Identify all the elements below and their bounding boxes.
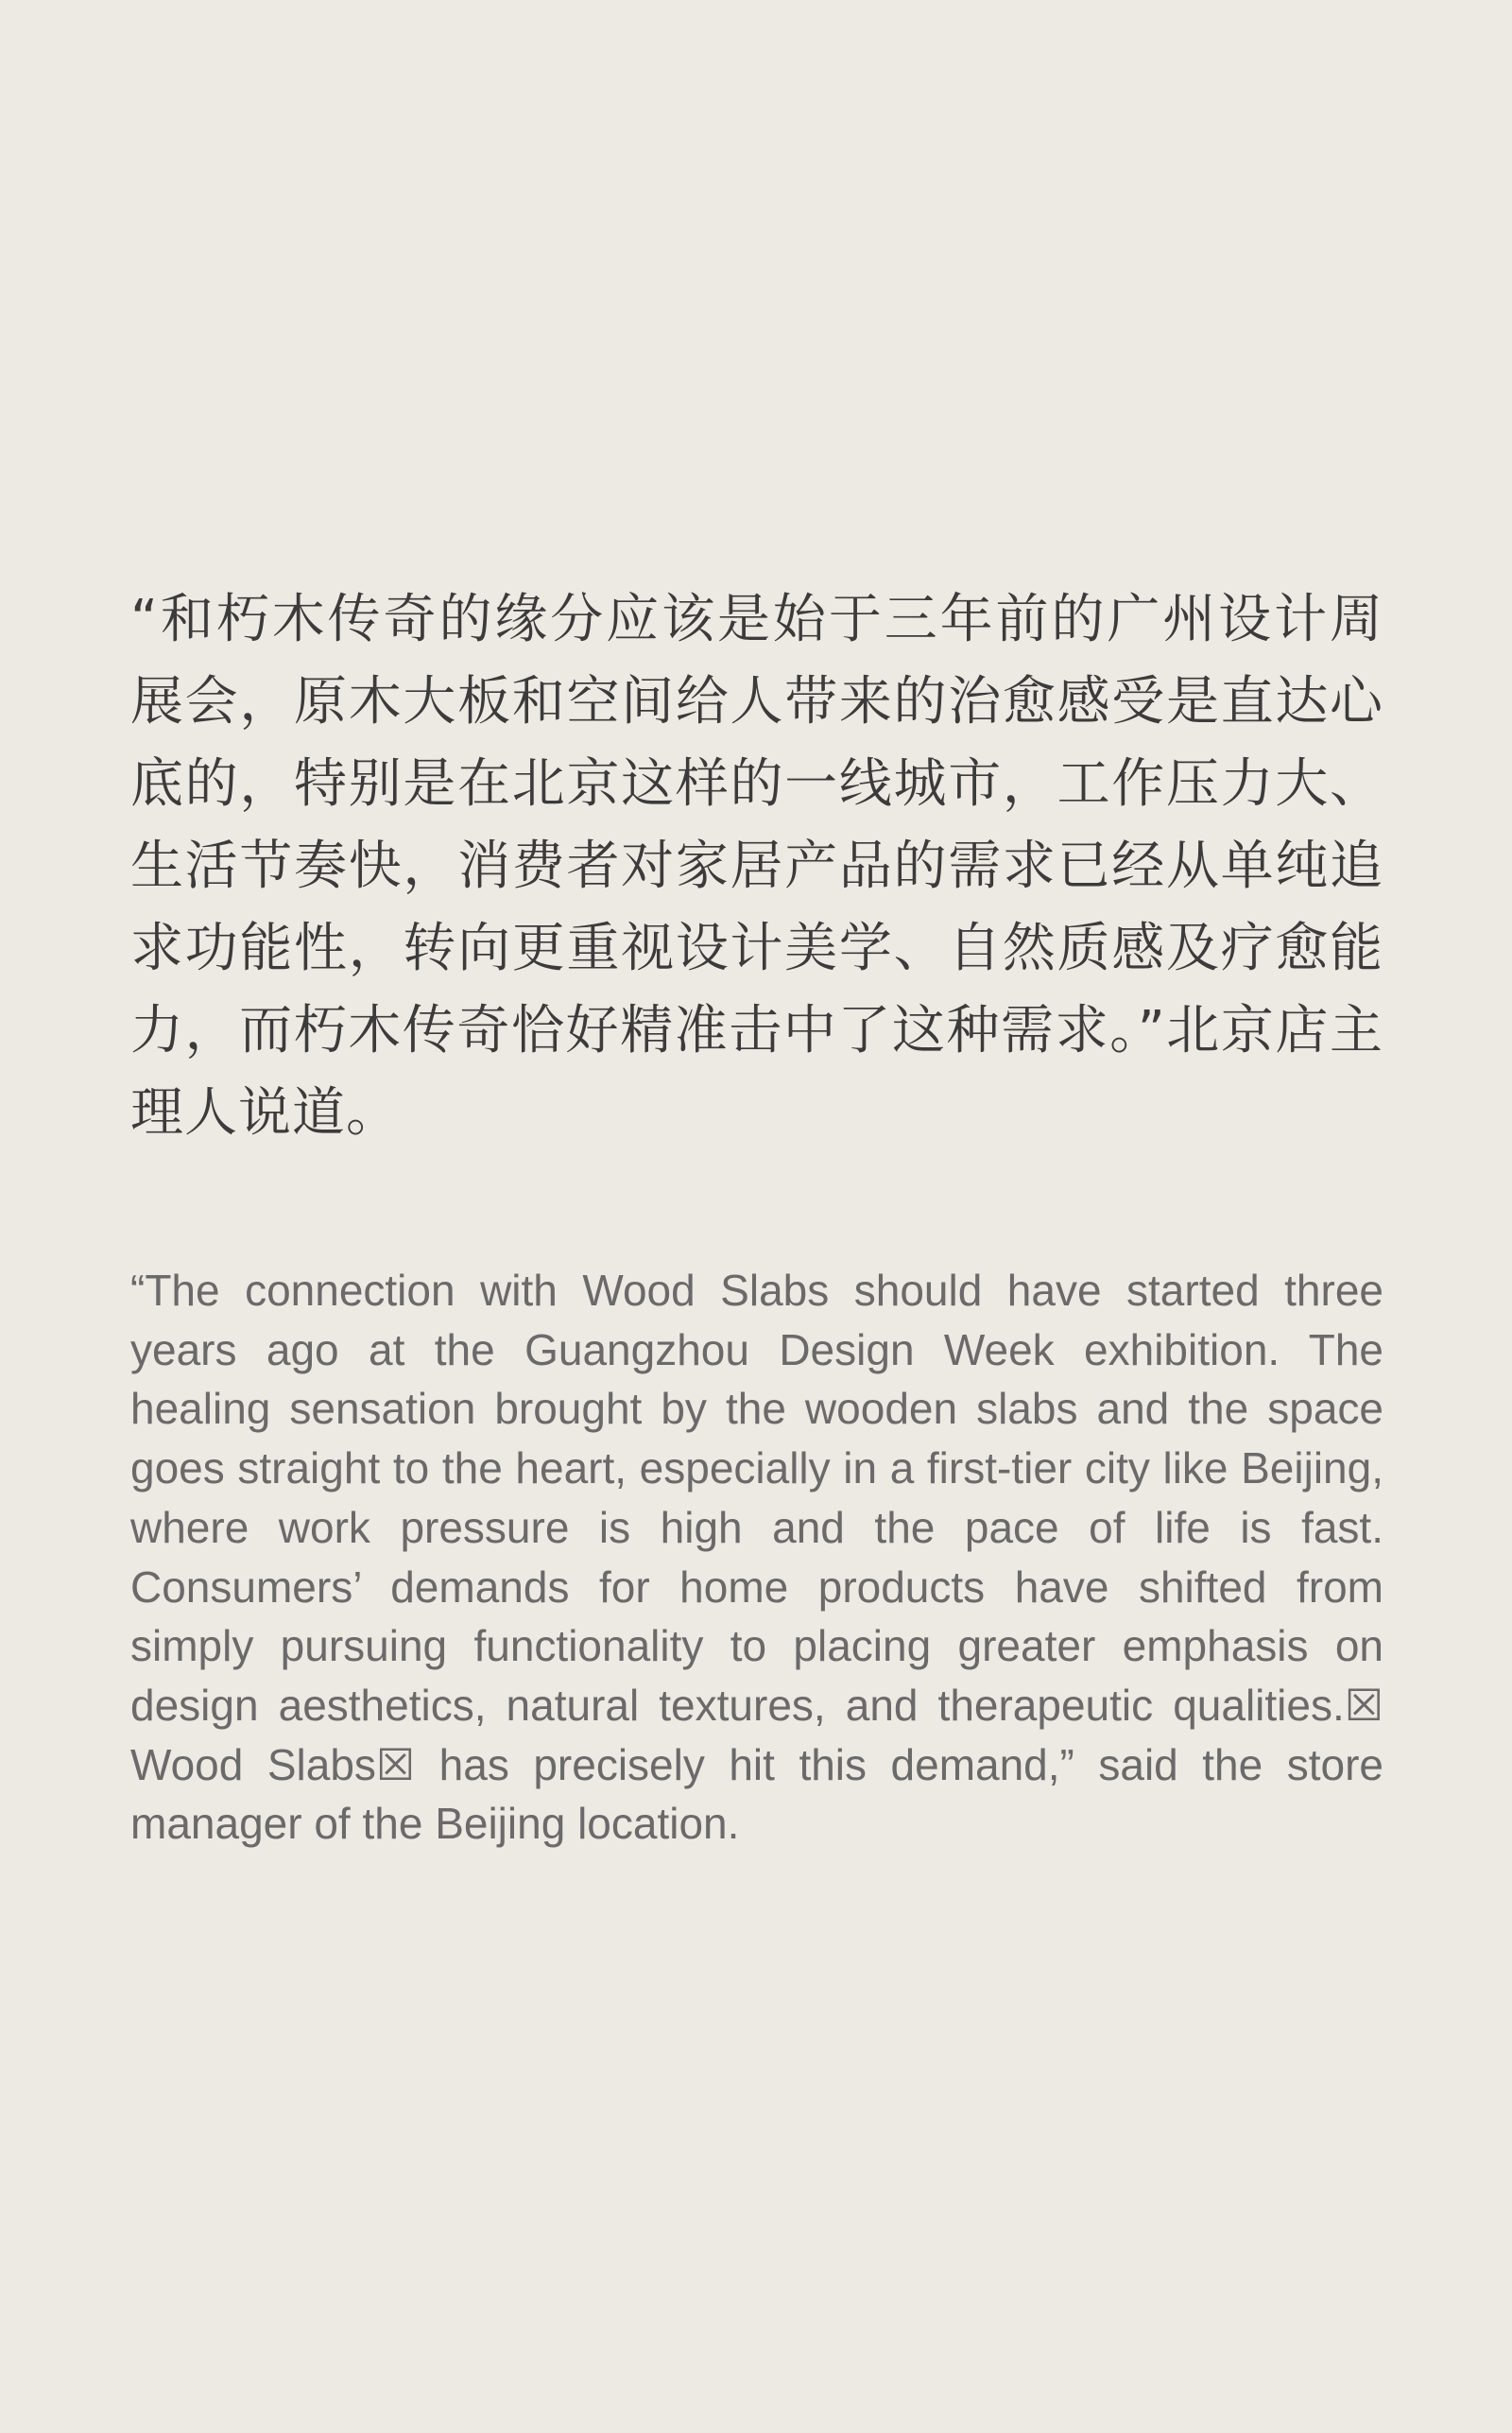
english-quote-paragraph: “The connection with Wood Slabs should have started three years ago at the Guangzhou Design Week exhibition. The healing sensation brought by the wooden slabs and the space goes straight to the heart, especially in a first-tier city like Beijing, where work pressure is high and the pace of life is fast. Consumers’ demands for home products have shifted from simply pursuing functionality to placing greater emphasis on design aesthetics, natural textures, and therapeutic qualities.☒ Wood Slabs☒ has precisely hit this demand,” said the store manager of the Beijing location.: [130, 1266, 1383, 1849]
chinese-quote-paragraph: “和朽木传奇的缘分应该是始于三年前的广州设计周展会，原木大板和空间给人带来的治愈感受是直达心底的，特别是在北京这样的一线城市，工作压力大、生活节奏快，消费者对家居产品的需求已经从单纯追求功能性，转向更重视设计美学、自然质感及疗愈能力，而朽木传奇恰好精准击中了这种需求。”北京店主理人说道。: [130, 589, 1383, 1144]
